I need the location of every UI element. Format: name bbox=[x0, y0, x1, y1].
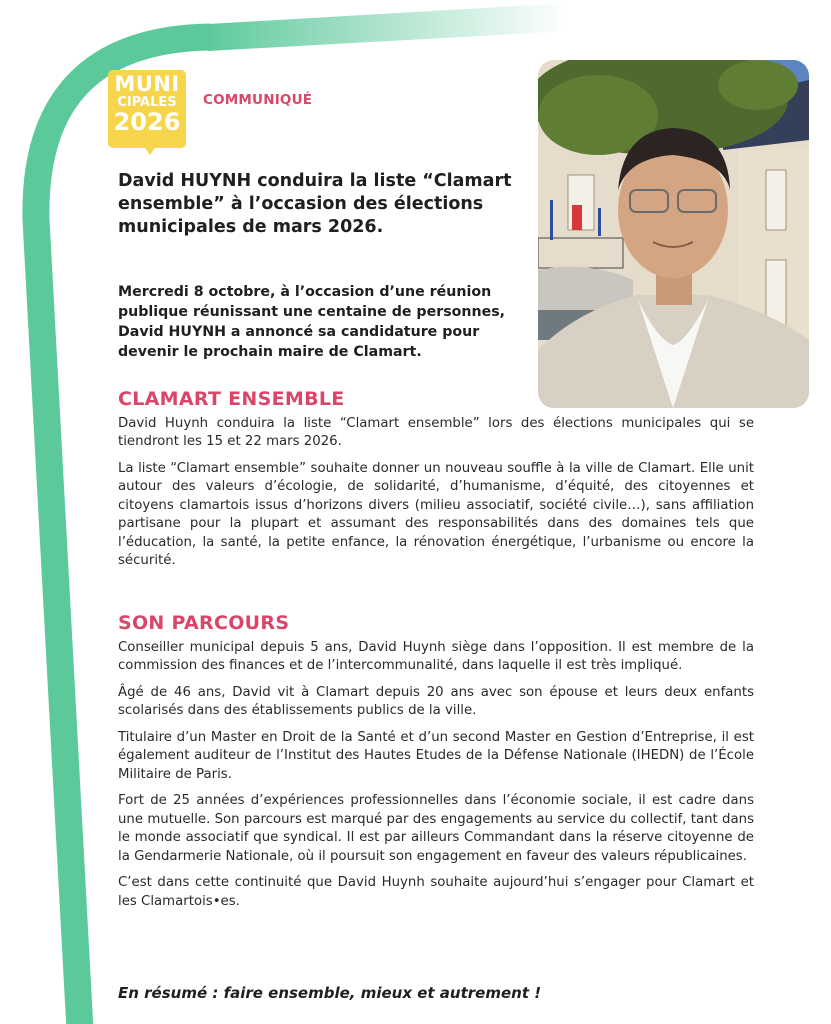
section-paragraph: Conseiller municipal depuis 5 ans, David Huynh siège dans l’opposition. Il est membre de la commission des finances et de l’intercommunalité, dans laquelle il est très impliqué. bbox=[118, 639, 754, 673]
candidate-photo bbox=[538, 60, 809, 408]
page-title: David HUYNH conduira la liste “Clamart ensemble” à l’occasion des élections municipales de mars 2026. bbox=[118, 171, 512, 237]
municipales-2026-logo bbox=[108, 70, 186, 150]
section-clamart-ensemble bbox=[118, 390, 754, 579]
section-paragraph: Âgé de 46 ans, David vit à Clamart depuis 20 ans avec son épouse et leurs deux enfants scolarisés dans des établissements publics de la ville. bbox=[118, 684, 754, 718]
section-paragraph: David Huynh conduira la liste “Clamart ensemble” lors des élections municipales qui se tiendront les 15 et 22 mars 2026. bbox=[118, 415, 754, 449]
section-paragraph: Fort de 25 années d’expériences professionnelles dans l’économie sociale, il est cadre dans une mutuelle. Son parcours est marqué par des engagements au service du collectif, tant dans le monde associatif que syndical. Il est par ailleurs Commandant dans la réserve citoyenne de la Gendarmerie Nationale, où il poursuit son engagement en faveur des valeurs républicaines. bbox=[118, 793, 754, 864]
logo-line-3: 2026 bbox=[113, 108, 181, 136]
section-paragraph: La liste “Clamart ensemble” souhaite donner un nouveau souffle à la ville de Clamart. Elle unit autour des valeurs d’écologie, de solidarité, d’humanisme, d’équité, des citoyennes et citoyens clamartois issus d’horizons divers (milieu associatif, société civile…), sans affiliation partisane pour la plupart et assumant des responsabilités dans des domaines tels que l’éducation, la santé, la petite enfance, la rénovation énergétique, l’urbanisme ou encore la sécurité. bbox=[118, 460, 754, 568]
logo-speech-tail bbox=[144, 146, 156, 155]
kicker-label: COMMUNIQUÉ bbox=[203, 92, 313, 108]
section-paragraph: C’est dans cette continuité que David Huynh souhaite aujourd’hui s’engager pour Clamart et les Clamartois•es. bbox=[118, 875, 754, 909]
green-arc-fade bbox=[208, 3, 570, 51]
closing-tagline: En résumé : faire ensemble, mieux et autrement ! bbox=[118, 984, 542, 1002]
section-paragraph: Titulaire d’un Master en Droit de la Santé et d’un second Master en Gestion d’Entreprise, il est également auditeur de l’Institut des Hautes Etudes de la Défense Nationale (IHEDN) de l’École Militaire de Paris. bbox=[118, 729, 754, 782]
section-heading: CLAMART ENSEMBLE bbox=[118, 388, 345, 410]
section-son-parcours bbox=[118, 614, 754, 919]
photo-illustration bbox=[538, 60, 809, 408]
logo-text bbox=[108, 74, 186, 134]
logo-line-1: MUNI bbox=[114, 72, 180, 96]
lead-paragraph: Mercredi 8 octobre, à l’occasion d’une réunion publique réunissant une centaine de personnes, David HUYNH a annoncé sa candidature pour devenir le prochain maire de Clamart. bbox=[118, 284, 506, 360]
logo-line-2: CIPALES bbox=[117, 95, 177, 110]
section-heading: SON PARCOURS bbox=[118, 612, 290, 634]
